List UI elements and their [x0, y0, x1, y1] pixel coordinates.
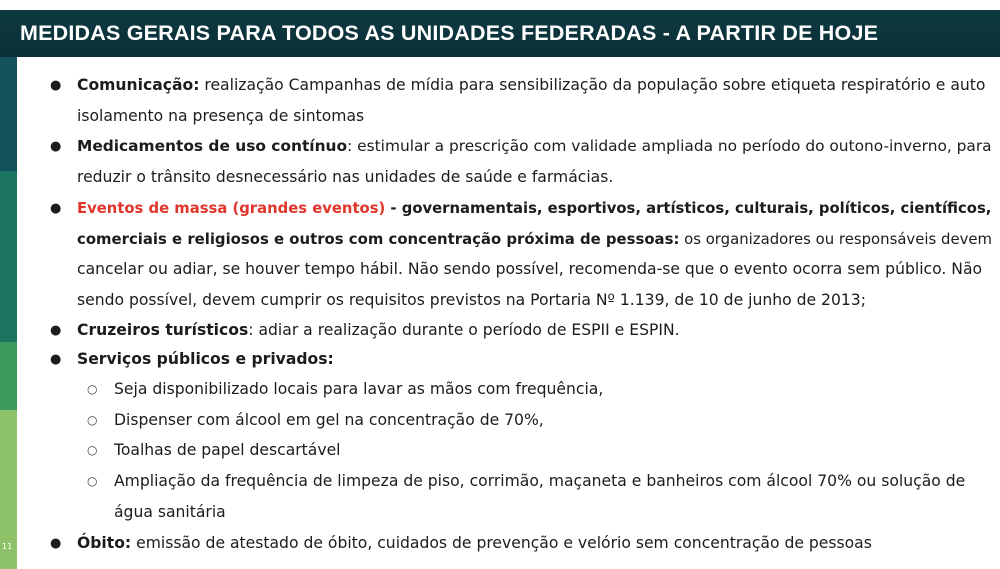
circle-bullet-icon: ○: [87, 382, 98, 396]
item-text: : estimular a prescrição com validade ampliada no período do outono-inverno, para: [347, 137, 992, 155]
bullet-dot-icon: ●: [50, 352, 62, 367]
item-text-continuation: [77, 224, 992, 255]
circle-bullet-icon: ○: [87, 443, 98, 457]
item-text: os organizadores ou responsáveis devem: [679, 230, 993, 248]
item-label: Comunicação:: [77, 76, 200, 94]
item-text: : adiar a realização durante o período de ESPII e ESPIN.: [248, 321, 680, 339]
item-label-highlight: Eventos de massa (grandes eventos): [77, 200, 386, 217]
sub-list-item: Dispenser com álcool em gel na concentração de 70%,: [114, 411, 544, 429]
item-bold-text: comerciais e religiosos e outros com concentração próxima de pessoas:: [77, 230, 680, 248]
page-number: 11: [2, 542, 13, 551]
bullet-dot-icon: ●: [50, 78, 62, 93]
list-item-eventos: [77, 193, 991, 224]
list-item-servicos: [77, 344, 334, 375]
circle-bullet-icon: ○: [87, 413, 98, 427]
list-item-obito: [77, 528, 872, 559]
item-text: emissão de atestado de óbito, cuidados de prevenção e velório sem concentração de pessoas: [131, 534, 872, 552]
item-label: Cruzeiros turísticos: [77, 321, 249, 339]
sub-list-item: Toalhas de papel descartável: [114, 441, 341, 459]
item-text: realização Campanhas de mídia para sensibilização da população sobre etiqueta respiratório e auto: [199, 76, 986, 94]
bullet-dot-icon: ●: [50, 201, 62, 216]
sub-item-text-continuation: água sanitária: [114, 503, 226, 521]
circle-bullet-icon: ○: [87, 474, 98, 488]
item-text-continuation: reduzir o trânsito desnecessário nas unidades de saúde e farmácias.: [77, 168, 614, 186]
list-item-comunicacao: [77, 70, 985, 101]
item-label: Medicamentos de uso contínuo: [77, 137, 348, 155]
sub-list-item: Ampliação da frequência de limpeza de piso, corrimão, maçaneta e banheiros com álcool 70% ou solução de: [114, 472, 966, 490]
item-text-continuation: cancelar ou adiar, se houver tempo hábil. Não sendo possível, recomenda-se que o evento ocorra sem público. Não: [77, 260, 983, 278]
item-bold-text: - governamentais, esportivos, artísticos, culturais, políticos, científicos,: [385, 200, 992, 217]
item-label: Óbito:: [77, 534, 132, 552]
item-label: Serviços públicos e privados:: [77, 350, 334, 368]
item-text-continuation: isolamento na presença de sintomas: [77, 107, 365, 125]
slide-title: MEDIDAS GERAIS PARA TODOS AS UNIDADES FEDERADAS - A PARTIR DE HOJE: [20, 21, 879, 45]
list-item-cruzeiros: [77, 315, 680, 346]
list-item-medicamentos: [77, 131, 992, 162]
bullet-dot-icon: ●: [50, 323, 62, 338]
bullet-dot-icon: ●: [50, 536, 62, 551]
bullet-dot-icon: ●: [50, 139, 62, 154]
item-text-continuation: sendo possível, devem cumprir os requisitos previstos na Portaria Nº 1.139, de 10 de junho de 2013;: [77, 291, 866, 309]
sub-list-item: Seja disponibilizado locais para lavar as mãos com frequência,: [114, 380, 604, 398]
